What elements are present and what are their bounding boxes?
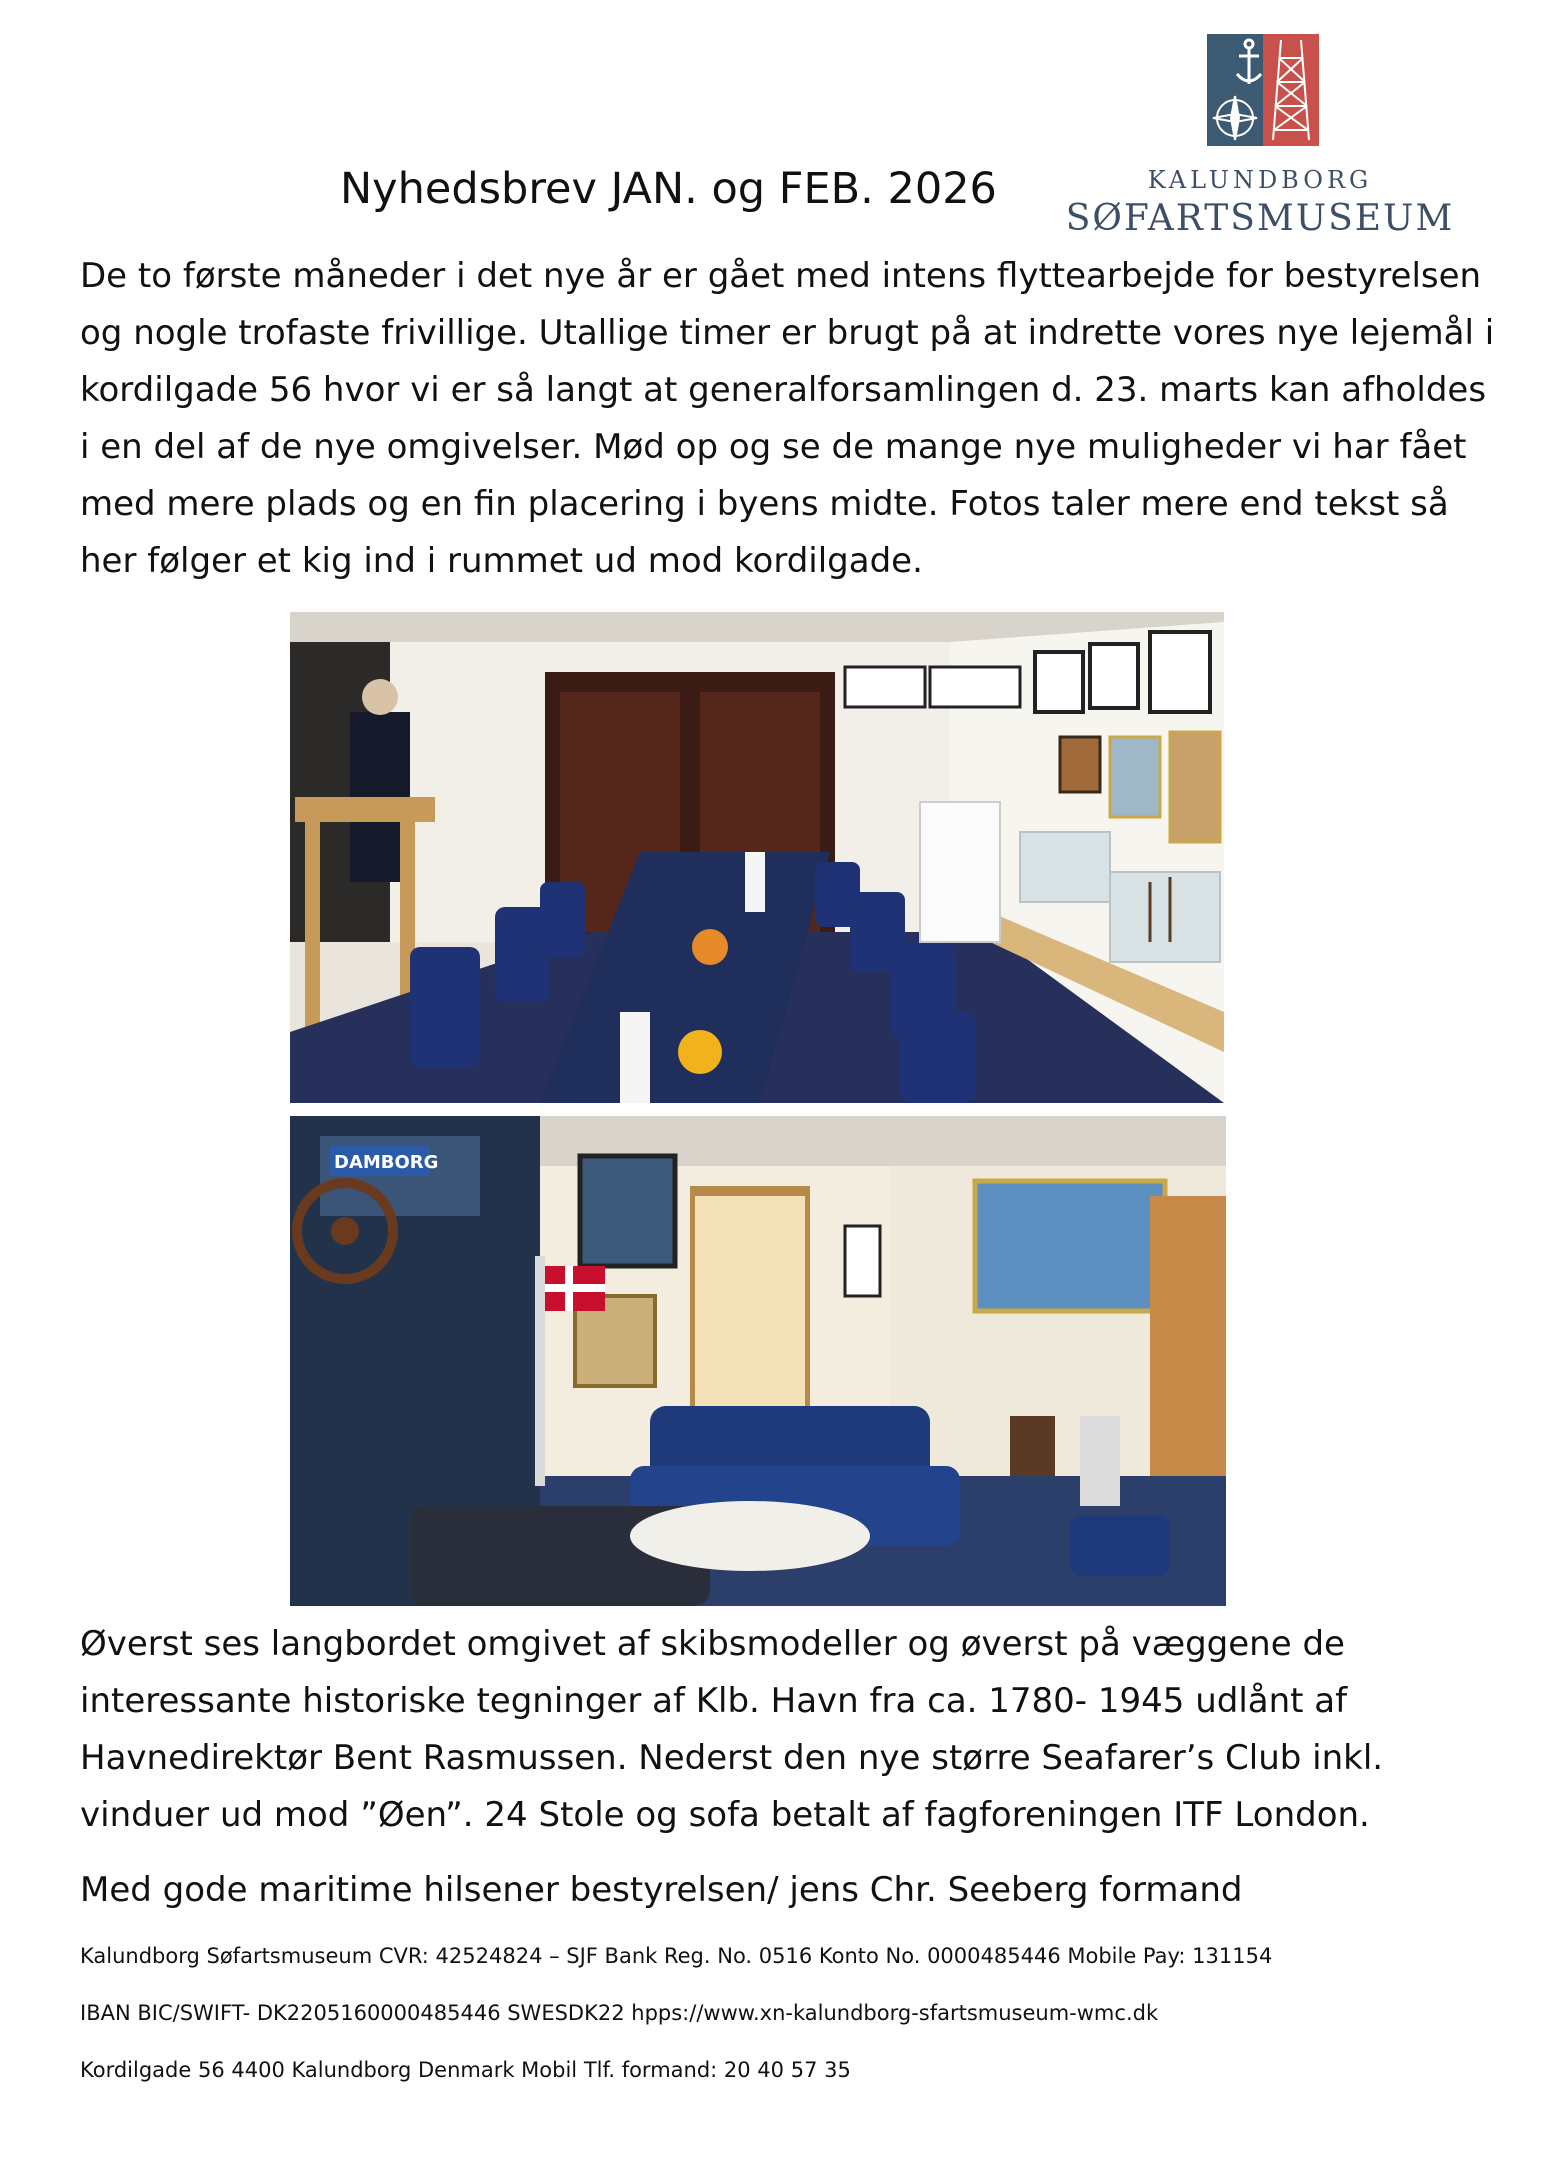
logo-text-sofartsmuseum: SØFARTSMUSEUM: [1065, 198, 1455, 239]
museum-logo: [1060, 34, 1460, 244]
footer-address: Kordilgade 56 4400 Kalundborg Denmark Mobil Tlf. formand: 20 40 57 35: [80, 2058, 851, 2082]
footer-bank-info: IBAN BIC/SWIFT- DK2205160000485446 SWESDK22 hpps://www.xn-kalundborg-sfartsmuseum-wmc.dk: [80, 2001, 1159, 2025]
photo-caption-paragraph: Øverst ses langbordet omgivet af skibsmodeller og øverst på væggene de interessante historiske tegninger af Klb. Havn fra ca. 1780- 1945 udlånt af Havnedirektør Bent Rasmussen. Nederst den nye større Seafarer’s Club inkl. vinduer ud mod ”Øen”. 24 Stole og sofa betalt af fagforeningen ITF London.: [80, 1624, 1384, 1835]
newsletter-title: Nyhedsbrev JAN. og FEB. 2026: [340, 164, 997, 214]
intro-paragraph: De to første måneder i det nye år er gået med intens flyttearbejde for bestyrelsen og nogle trofaste frivillige. Utallige timer er brugt på at indrette vores nye lejemål i kordilgade 56 hvor vi er så langt at generalforsamlingen d. 23. marts kan afholdes i en del af de nye omgivelser. Mød op og se de mange nye muligheder vi har fået med mere plads og en fin placering i byens midte. Fotos taler mere end tekst så her følger et kig ind i rummet ud mod kordilgade.: [80, 256, 1495, 581]
museum-emblem-icon: [1207, 34, 1319, 146]
logo-text-kalundborg: KALUNDBORG: [1147, 166, 1373, 194]
photo-long-table-room: [290, 612, 1224, 1103]
window-sign-text: DAMBORG: [334, 1152, 439, 1173]
footer-company-info: Kalundborg Søfartsmuseum CVR: 42524824 – SJF Bank Reg. No. 0516 Konto No. 0000485446 Mobile Pay: 131154: [80, 1944, 1273, 1968]
photo-seafarers-club-lounge: [290, 1116, 1226, 1606]
greeting-line: Med gode maritime hilsener bestyrelsen/ jens Chr. Seeberg formand: [80, 1870, 1243, 1910]
